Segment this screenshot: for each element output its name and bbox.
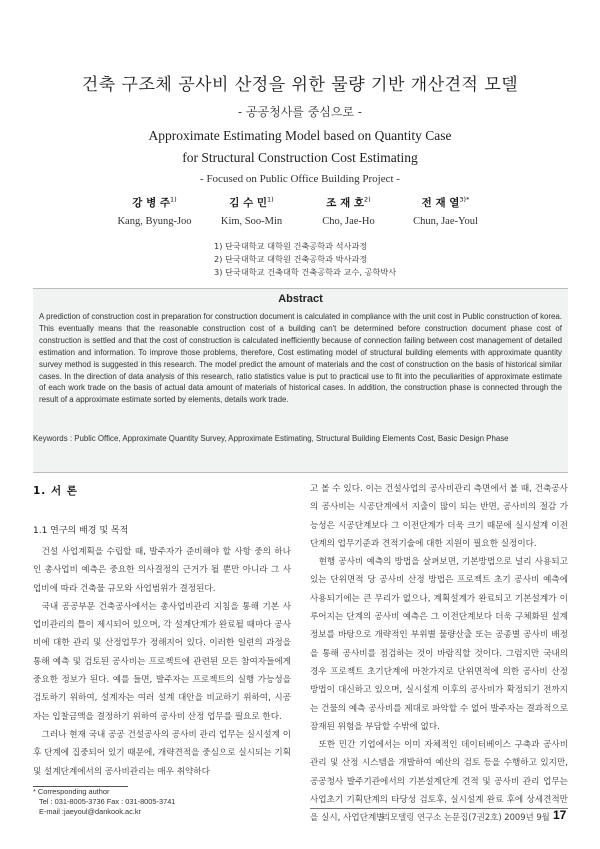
body-paragraph: 건설 사업계획을 수립할 때, 발주자가 준비해야 할 사항 중의 하나인 총사업비 예측은 중요한 의사결정의 근거가 될 뿐만 아니라 그 사업비에 따라 건축물 규모와 사업범위가 결정된다. xyxy=(33,547,291,594)
author-name-english: Cho, Jae-Ho xyxy=(322,216,375,227)
footnote-line: * Corresponding author xyxy=(33,787,110,796)
author-name-korean: 강 병 주 xyxy=(132,197,171,209)
abstract-text: A prediction of construction cost in preparation for construction document is calculated in compliance with the unit cost in Public construction of korea. This eventually means that the reasonable construction cost of a building can't be determined before construction document phase cost of construction is settled and that the cost of construction is calculated inefficiently because of connection failing between cost management of detailed estimation and information. To improve those problems, therefore, Cost estimating model of structural building elements with approximate quantity survey method is suggested in this research. The model predict the amount of materials and the cost of construction on the basis of historical similar cases. In the direction of data analysis of this research, ratio statistics value is put to practical use to fit into the peculiarities of approximate estimate of each work trade on the basis of actual data amount of materials of historical cases. In addition, the construction phase is connected through the result of a approximate estimate sorted by elements, details work trade. xyxy=(39,312,562,405)
author-list xyxy=(0,195,600,227)
author xyxy=(106,195,203,227)
author xyxy=(397,195,494,227)
paper-title-english-line-2: for Structural Construction Cost Estimating xyxy=(182,150,418,165)
section-heading: 1. 서 론 xyxy=(33,485,78,497)
author xyxy=(300,195,397,227)
paper-subtitle-korean: - 공공청사를 중심으로 - xyxy=(238,105,362,119)
affiliation-list xyxy=(214,240,396,279)
footnote-line: Tel : 031-8005-3736 Fax : 031-8005-3741 xyxy=(39,797,176,806)
footnote xyxy=(33,787,175,817)
keywords-line: Keywords : Public Office, Approximate Quantity Survey, Approximate Estimating, Structural Building Elements Cost, Basic Design Phase xyxy=(33,434,509,443)
affiliation-line: 3) 단국대학교 건축대학 건축공학과 교수, 공학박사 xyxy=(214,267,397,277)
author-name-korean: 김 수 민 xyxy=(229,197,268,209)
body-paragraph: 그러나 현재 국내 공공 건설공사의 공사비 관리 업무는 실시설계 이후 단계에 집중되어 있기 때문에, 개략견적을 중심으로 실시되는 기획 및 설계단계에서의 공사비관리는 매우 취약하다 xyxy=(33,729,291,777)
author-affiliation-mark: 1) xyxy=(170,195,177,204)
body-paragraph: 현행 공사비 예측의 방법을 살펴보면, 기본방법으로 널리 사용되고 있는 단위면적 당 공사비 산정 방법은 프로젝트 초기 공사비 예측에 사용되기에는 큰 무리가 없으나, 계획설계가 완료되고 기본설계가 이루어지는 단계의 공사비 예측은 그 이전단계보다 더욱 구체화된 설계정보를 바탕으로 개략적인 부위별 물량산출 또는 공종별 공사비 배정을 통해 공사비를 점검하는 것이 바람직할 것이다. 그럼지만 국내의 경우 프로젝트 초기단계에 마찬가지로 단위면적에 의한 공사비 산정방법이 대신하고 있으며, 실시설계 이후의 공사비가 확정되기 전까지는 건물의 예측 공사비를 제대로 파악할 수 없어 발주자는 결과적으로 잠재된 위험을 부담할 수밖에 없다. xyxy=(310,557,568,732)
body-paragraph: 또한 민간 기업에서는 이미 자체적인 데이터베이스 구축과 공사비 관리 및 산정 시스템을 개발하여 예산의 검토 등을 수행하고 있지만, 공공청사 발주기관에서의 기본설계단계 견적 및 공사비 관리 업무는 사업초기 기획단계의 타당성 검토후, 실시설계 완료 후에 상세견적만을 실시, 사업단계별 xyxy=(310,740,568,824)
abstract-panel xyxy=(33,288,568,473)
author-name-korean: 조 재 호 xyxy=(326,197,365,209)
footer-divider xyxy=(310,808,568,809)
author-affiliation-mark: 1) xyxy=(267,195,274,204)
author-affiliation-mark: 2) xyxy=(364,195,371,204)
author-name-korean: 전 재 열 xyxy=(421,197,460,209)
author-affiliation-mark: 3)* xyxy=(459,195,470,204)
body-paragraph: 고 볼 수 있다. 이는 건설사업의 공사비관리 측면에서 볼 때, 건축공사의 공사비는 시공단계에서 지출이 많이 되는 반면, 공사비의 절감 가능성은 시공단계보다 그 이전단계가 더욱 크기 때문에 실시설계 이전단계의 업무기준과 견적기술에 대한 지원이 필요한 실정이다. xyxy=(310,484,568,549)
paper-subtitle-english: - Focused on Public Office Building Project - xyxy=(200,173,400,185)
left-column-body xyxy=(33,543,291,781)
author-name-english: Kim, Soo-Min xyxy=(220,216,283,227)
affiliation-line: 1) 단국대학교 대학원 건축공학과 석사과정 xyxy=(214,241,368,251)
paper-title-korean: 건축 구조체 공사비 산정을 위한 물량 기반 개산견적 모델 xyxy=(81,75,519,95)
right-column-body xyxy=(310,480,568,828)
body-paragraph: 국내 공공부문 건축공사에서는 총사업비관리 지침을 통해 기본 사업비관리의 틀이 제시되어 있으며, 각 설계단계가 완료될 때마다 공사비에 대한 관리 및 산정업무가 정해지어 있다. 이러한 일련의 과정을 통해 예측 및 검토된 공사비는 프로젝트에 관련된 모든 참여자들에게 중요한 정보가 된다. 예를 들면, 발주자는 프로젝트의 실행 가능성을 검토하기 위하여, 설계자는 여러 설계 대안을 비교하기 위하여, 시공자는 입찰금액을 결정하기 위하여 공사비 산정 업무를 필요로 한다. xyxy=(33,601,291,722)
author-name-english: Chun, Jae-Youl xyxy=(413,216,478,227)
author-name-english: Kang, Byung-Joo xyxy=(117,216,192,227)
page-number: 17 xyxy=(553,808,567,822)
affiliation-line: 2) 단국대학교 대학원 건축공학과 박사과정 xyxy=(214,254,368,264)
abstract-heading: Abstract xyxy=(278,293,323,305)
journal-footer: 리모델링 연구소 논문집(7권2호) 2009년 9월 xyxy=(382,812,550,822)
paper-title-english-line-1: Approximate Estimating Model based on Quantity Case xyxy=(148,128,452,143)
footnote-line: E-mail :jaeyoul@dankook.ac.kr xyxy=(39,807,141,816)
subsection-heading: 1.1 연구의 배경 및 목적 xyxy=(33,526,129,536)
author xyxy=(203,195,300,227)
